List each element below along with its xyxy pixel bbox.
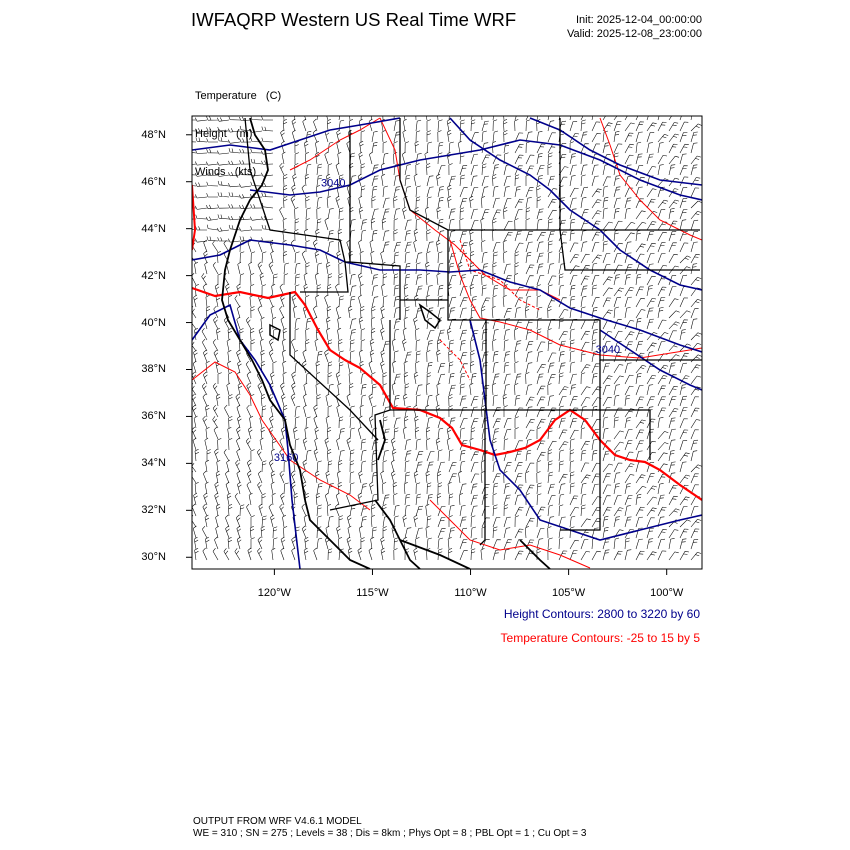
- height-contour-label: 3040: [320, 177, 346, 190]
- height-contour-info: Height Contours: 2800 to 3220 by 60: [503, 607, 700, 621]
- lon-tick-label: 115°W: [356, 587, 389, 599]
- wind-barb-field: [184, 108, 702, 560]
- init-time: Init: 2025-12-04_00:00:00: [576, 14, 702, 26]
- lon-tick-label: 100°W: [650, 587, 684, 599]
- model-version: OUTPUT FROM WRF V4.6.1 MODEL: [193, 816, 362, 827]
- field-temperature: Temperature (C): [195, 90, 282, 103]
- lon-tick-label: 120°W: [257, 587, 291, 599]
- model-footer: [193, 816, 586, 840]
- temperature-contours: [192, 118, 702, 568]
- valid-time: Valid: 2025-12-08_23:00:00: [567, 28, 702, 40]
- lat-tick-label: 36°N: [141, 410, 166, 423]
- height-contour-label: 3160: [273, 452, 299, 465]
- lat-tick-label: 48°N: [141, 128, 166, 141]
- temperature-contour-info: Temperature Contours: -25 to 15 by 5: [500, 631, 700, 645]
- field-winds: Winds (kts): [195, 165, 257, 178]
- lat-tick-label: 46°N: [141, 175, 166, 188]
- lat-tick-label: 32°N: [141, 504, 166, 517]
- lat-tick-label: 38°N: [141, 363, 166, 376]
- field-height: Height (m): [195, 127, 253, 140]
- lat-tick-label: 40°N: [141, 316, 166, 329]
- lat-tick-label: 34°N: [141, 457, 166, 470]
- lat-tick-label: 30°N: [141, 551, 166, 564]
- model-config: WE = 310 ; SN = 275 ; Levels = 38 ; Dis = 8km ; Phys Opt = 8 ; PBL Opt = 1 ; Cu Opt = 3: [193, 828, 587, 839]
- plot-title: IWFAQRP Western US Real Time WRF: [191, 9, 517, 30]
- height-contour-label: 3040: [595, 344, 621, 357]
- lon-tick-label: 105°W: [552, 587, 586, 599]
- lat-tick-label: 44°N: [141, 222, 166, 235]
- lat-tick-label: 42°N: [141, 269, 166, 282]
- height-contours: [192, 118, 702, 569]
- wind-barbs: [184, 108, 702, 560]
- lon-tick-label: 110°W: [454, 587, 487, 599]
